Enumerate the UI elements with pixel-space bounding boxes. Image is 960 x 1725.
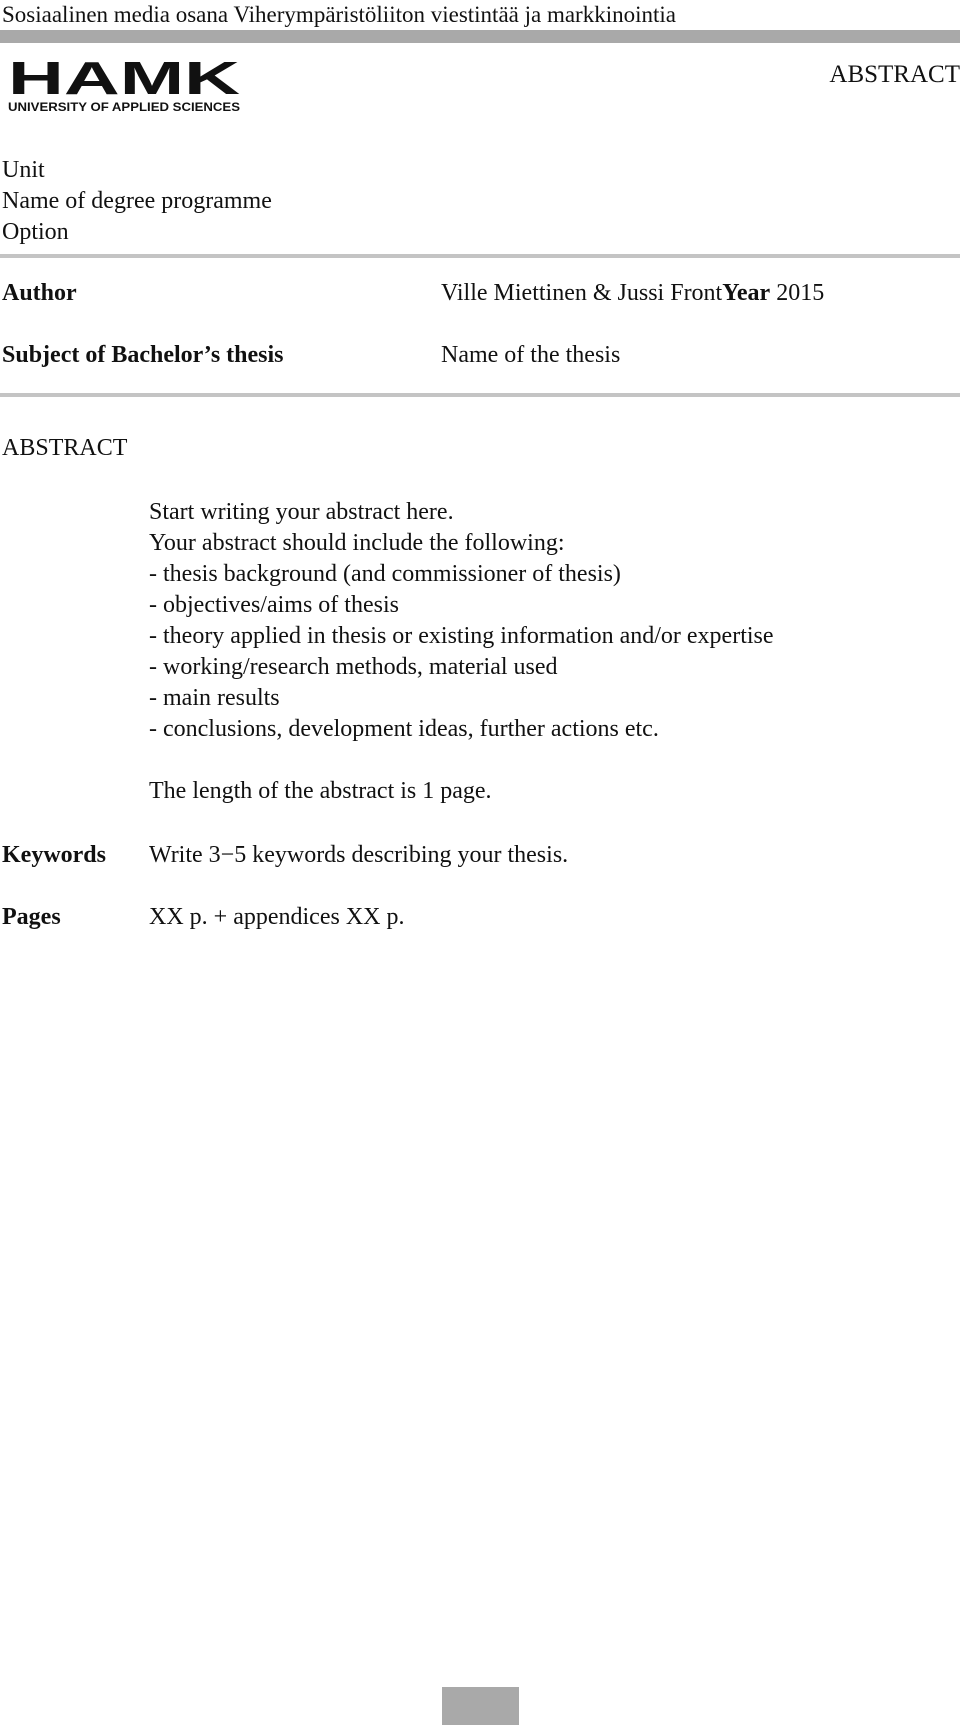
abstract-line: Start writing your abstract here. <box>149 499 454 525</box>
unit-text: Unit <box>2 157 45 183</box>
abstract-line: - objectives/aims of thesis <box>149 592 399 618</box>
year-value: 2015 <box>776 280 825 306</box>
abstract-length-note: The length of the abstract is 1 page. <box>149 778 492 804</box>
keywords-value: Write 3−5 keywords describing your thesis. <box>149 842 569 868</box>
abstract-line: Your abstract should include the following: <box>149 530 565 556</box>
author-label: Author <box>2 280 77 306</box>
degree-programme-text: Name of degree programme <box>2 188 272 214</box>
abstract-line: - conclusions, development ideas, further actions etc. <box>149 716 659 742</box>
pages-label: Pages <box>2 904 61 930</box>
keywords-label: Keywords <box>2 842 106 868</box>
header-rule <box>0 30 960 43</box>
author-value-line <box>441 278 824 308</box>
pages-value: XX p. + appendices XX p. <box>149 904 405 930</box>
abstract-body <box>149 497 774 745</box>
running-header: Sosiaalinen media osana Viherympäristöliiton viestintää ja markkinointia <box>2 2 676 27</box>
year-label: Year <box>722 280 771 306</box>
hamk-tagline: UNIVERSITY OF APPLIED SCIENCES <box>8 100 240 114</box>
hamk-logo-graphic <box>8 58 244 114</box>
author-names: Ville Miettinen & Jussi Front <box>441 280 723 306</box>
unit-block <box>2 155 272 248</box>
abstract-heading: ABSTRACT <box>2 435 128 461</box>
section-divider <box>0 254 960 258</box>
section-divider <box>0 393 960 397</box>
option-text: Option <box>2 219 69 245</box>
thesis-name: Name of the thesis <box>441 342 621 368</box>
abstract-line: - main results <box>149 685 280 711</box>
abstract-line: - theory applied in thesis or existing information and/or expertise <box>149 623 774 649</box>
hamk-wordmark: HAMK <box>8 58 240 104</box>
page-footer-marker <box>442 1687 519 1725</box>
subject-label: Subject of Bachelor’s thesis <box>2 342 284 368</box>
abstract-line: - working/research methods, material used <box>149 654 558 680</box>
document-type-label: ABSTRACT <box>829 61 960 88</box>
abstract-line: - thesis background (and commissioner of thesis) <box>149 561 621 587</box>
hamk-logo <box>8 58 244 114</box>
